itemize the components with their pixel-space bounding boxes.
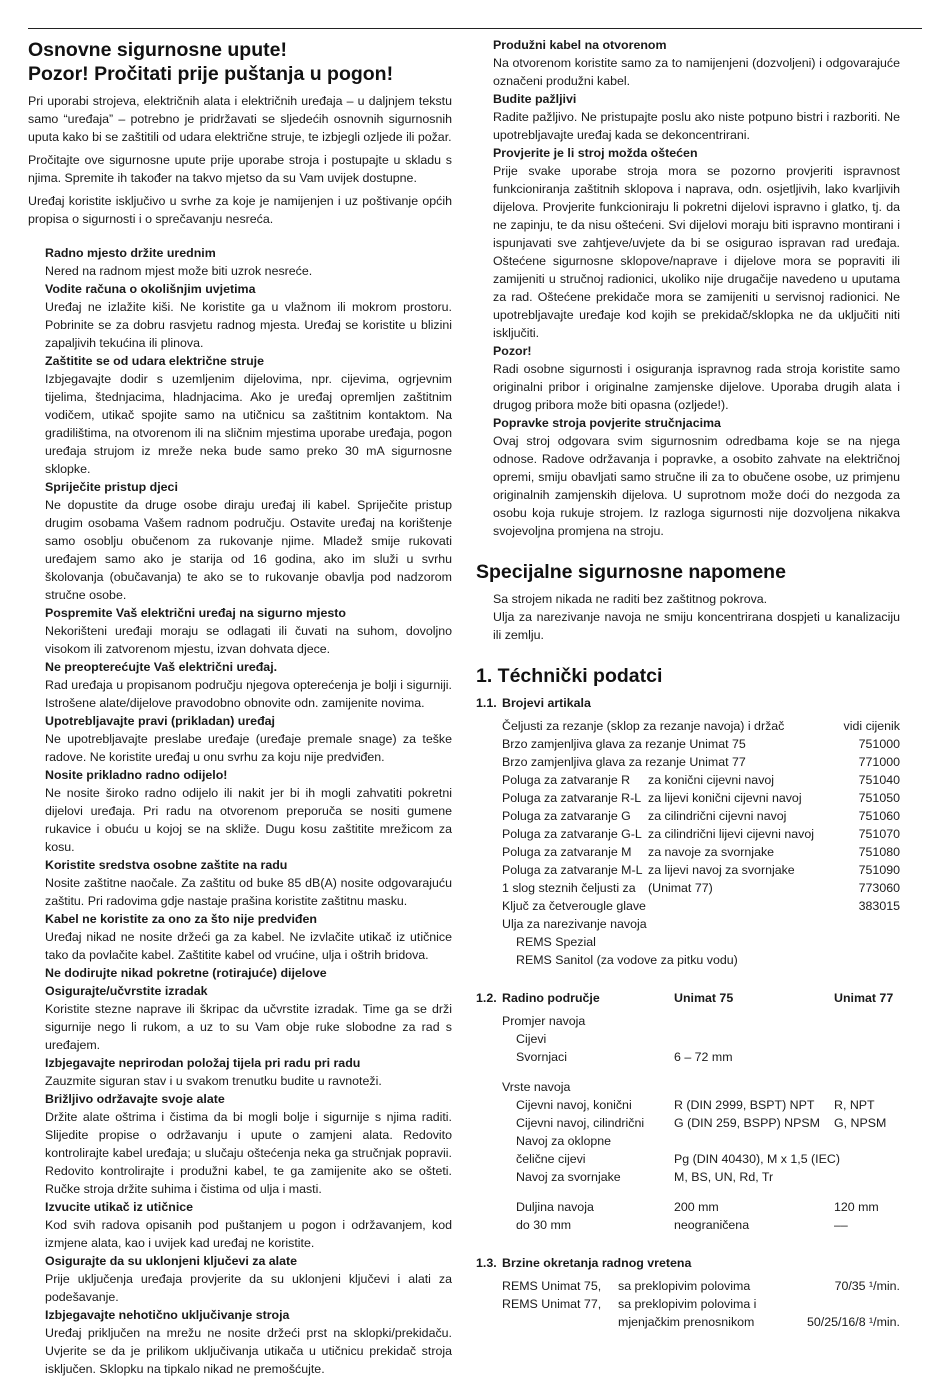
range-label: Cijevi — [516, 1032, 547, 1046]
length-row-cell: Duljina navoja — [516, 1200, 594, 1214]
article-row-cell: Poluga za zatvaranje M-L — [502, 863, 643, 877]
article-row-cell: 751090 — [858, 863, 900, 877]
oil-item: REMS Spezial — [516, 935, 596, 949]
articles-table — [476, 717, 900, 915]
length-row-cell: 120 mm — [834, 1200, 879, 1214]
speed-row-cell: mjenjačkim prenosnikom — [618, 1315, 755, 1329]
thread-row-cell: Navoj za svornjake — [516, 1170, 621, 1184]
item-text: Koristite stezne naprave ili škripac da učvrstite izradak. Time ga se drži sigurnije nego li rukom, a uz to su Vam obje ruke slobodne za rad s urеđajem. — [45, 1002, 452, 1052]
range-value: 6 – 72 mm — [674, 1050, 733, 1064]
speed-row-cell: REMS Unimat 77, — [502, 1297, 602, 1311]
article-row-cell: Poluga za zatvaranje M — [502, 845, 632, 859]
thread-row-cell: Cijevni navoj, cilindrični — [516, 1116, 645, 1130]
speed-row-cell: 50/25/16/8 ¹/min. — [807, 1315, 900, 1329]
article-row-cell: za cilindrični cijevni navoj — [648, 809, 787, 823]
speed-row-cell: 70/35 ¹/min. — [834, 1279, 900, 1293]
article-row-cell: 751050 — [858, 791, 900, 805]
item-text: Nered na radnom mjest može biti uzrok nesreće. — [45, 264, 313, 278]
item-text: Radite pažljivo. Ne pristupajte poslu ako niste potpuno bistri i razboriti. Ne upotrebljavajte uređaj kada se dekoncentrirani. — [493, 110, 900, 142]
item-heading: Osigurajte/učvrstite izradak — [45, 984, 208, 998]
speed-row — [476, 1313, 900, 1331]
item-heading: Osigurajte da su uklonjeni ključevi za alate — [45, 1254, 298, 1268]
safety-items — [476, 36, 900, 540]
item-text: Prije uključenja uređaja provjerite da su uklonjeni ključevi i alati za podešavanje. — [45, 1272, 452, 1304]
article-row — [476, 843, 900, 861]
thread-row — [476, 1150, 900, 1168]
safety-title: Osnovne sigurnosne upute! Pozor! Pročitati prije puštanja u pogon! — [28, 39, 394, 85]
article-row-cell: (Unimat 77) — [648, 881, 713, 895]
section-heading: 1.2. Radino područje Unimat 75 Unimat 77 — [476, 991, 894, 1005]
item-text: Uređaj ne izlažite kiši. Ne koristite ga u vlažnom ili mokrom prostoru. Pobrinite se za dobru rasvjetu radnog mjesta. Uređaj se koristite u blizini zapaljivih tekućina ili plinova. — [45, 300, 452, 350]
speed-row-cell: sa preklopivim polovima — [618, 1279, 751, 1293]
tech-title: 1. Téchnički podatci — [476, 665, 663, 687]
special-note: Sa strojem nikada ne raditi bez zaštitnog pokrova. — [493, 592, 768, 606]
article-row — [476, 771, 900, 789]
range-label: Vrste navoja — [502, 1080, 571, 1094]
item-text: Prije svake uporabe stroja mora se pozorno provjeriti ispravnost funkcioniranja zaštitnih sklopova i naprava, odn. osjetljivih, lako kvarljivih dijelova. Provjerite funkcioniraju li pokretni dijelovi ispravno i glatko, tj. da ne zapinju, te da nisu oštećeni. Svi dijelovi moraju biti ispravno montirani i ispunjavati sve zahtjeve/uvjete da bi se osigurao ispravan rad uređaja. Oštećene sigurnosne sklopove/naprave i dijelove mora se popraviti ili zamijeniti u stručnoj radionici, ukoliko nije drugačije navedeno u uputama za rad. Oštećene prekidače mora se zamijeniti u servisnoj radionici. Ne upotrebljavajte uređaje kod kojih se prekidač/sklopka ne da uključiti niti isključiti. — [493, 164, 900, 340]
item-text: Ne upotrebljavajte preslabe uređaje (uređaje premale snage) za teške radove. Ne koristite uređaj u onu svrhu za koju nije predviđen. — [45, 732, 452, 764]
item-text: Držite alate oštrima i čistima da bi mogli bolje i sigurnije s njima raditi. Slijedite propise o održavanju i upute o zamjeni alata. Redovito kontrolirajte kabel uređaja; u slučaju oštećenja neka ga stručnjak popravii. Redovito kontrolirajte i produžni kabel, te ga zamijenite ako se ošteti. Ručke stroja držite suhima i čistima od ulja i masti. — [45, 1110, 452, 1196]
thread-row — [476, 1132, 900, 1150]
article-row-cell: Brzo zamjenljiva glava za rezanje Unimat 77 — [502, 755, 746, 769]
thread-row-cell: R, NPT — [834, 1098, 875, 1112]
article-row — [476, 861, 900, 879]
length-row — [476, 1216, 900, 1234]
item-text: Nosite zaštitne naočale. Za zaštitu od buke 85 dB(A) nosite odgovarajuću zaštitu. Pri radovima gdje nastaje prašina koristite zaštitnu masku. — [45, 876, 452, 908]
item-heading: Upotrebljavajte pravi (prikladan) uređaj — [45, 714, 275, 728]
item-text: Nekorišteni uređaji moraju se odlagati ili čuvati na suhom, dovoljno visokom ili zatvorenom mjestu, izvan dohvata djece. — [45, 624, 452, 656]
article-row-cell: za lijevi navoj za svornjake — [648, 863, 795, 877]
article-row — [476, 879, 900, 897]
right-column — [476, 36, 900, 1331]
item-heading: Radno mjesto držite urednim — [45, 246, 216, 260]
thread-row — [476, 1114, 900, 1132]
oil-item: REMS Sanitol (za vodove za pitku vodu) — [516, 953, 738, 967]
length-row-cell: neograničena — [674, 1218, 750, 1232]
thread-row-cell: čelične cijevi — [516, 1152, 586, 1166]
item-heading: Pospremite Vaš električni uređaj na sigurno mjesto — [45, 606, 346, 620]
article-row-cell: 1 slog steznih čeljusti za — [502, 881, 636, 895]
article-row-cell: 771000 — [858, 755, 900, 769]
item-heading: Produžni kabel na otvorenom — [493, 38, 667, 52]
item-text: Uređaj priključen na mrežu ne nosite držeći prst na sklopki/prekidaču. Uvjerite se da je prilikom uključivanja utikača u utičnicu prekidač stroja isključen. Sklopku na tipkalo nikad ne premošćujte. — [45, 1326, 452, 1376]
article-row-cell: za konični cijevni navoj — [648, 773, 775, 787]
item-heading: Izbjegavajte nehotično uključivanje stroja — [45, 1308, 290, 1322]
article-row-cell: 383015 — [858, 899, 900, 913]
item-heading: Budite pažljivi — [493, 92, 577, 106]
length-row-cell: 200 mm — [674, 1200, 719, 1214]
article-row — [476, 789, 900, 807]
article-row-cell: 751000 — [858, 737, 900, 751]
item-heading: Provjerite je li stroj možda oštećen — [493, 146, 698, 160]
oils-label: Ulja za narezivanje navoja — [502, 917, 647, 931]
article-row-cell: Poluga za zatvaranje R-L — [502, 791, 642, 805]
item-heading: Vodite računa o okolišnjim uvjetima — [45, 282, 256, 296]
article-row-cell: 751040 — [858, 773, 900, 787]
intro-paragraph: Pročitajte ove sigurnosne upute prije uporabe stroja i postupajte u skladu s njima. Spremite ih također na takvo mjetso da su Vam uvijek dostupne. — [28, 153, 452, 185]
special-title: Specijalne sigurnosne napomene — [476, 561, 786, 583]
thread-row — [476, 1168, 900, 1186]
speed-row-cell: sa preklopivim polovima i — [618, 1297, 757, 1311]
length-row-cell: do 30 mm — [516, 1218, 572, 1232]
thread-row-cell: R (DIN 2999, BSPT) NPT — [674, 1098, 815, 1112]
item-heading: Kabel ne koristite za ono za što nije predviđen — [45, 912, 317, 926]
article-row-cell: za lijevi konični cijevni navoj — [648, 791, 802, 805]
item-heading: Brižljivo održavajte svoje alate — [45, 1092, 225, 1106]
range-label: Svornjaci — [516, 1050, 567, 1064]
item-text: Kod svih radova opisanih pod puštanjem u pogon i održavanjem, kod izmjene alata, kao i uvijek kad uređaj ne koristite. — [45, 1218, 452, 1250]
article-row — [476, 897, 900, 915]
item-heading: Zaštitite se od udara električne struje — [45, 354, 264, 368]
article-row-cell: 773060 — [858, 881, 900, 895]
top-rule — [28, 28, 922, 29]
special-note: Ulja za narezivanje navoja ne smiju koncentrirana dospjeti u kanalizaciju ili zemlju. — [493, 610, 900, 642]
article-row-cell: vidi cijenik — [843, 719, 900, 733]
item-text: Ne nosite široko radno odijelo ili nakit jer bi ih mogli zahvatiti pokretni dijelovi uređaja. Pri radu na otvorenom preporuča se nositi gumene rukavice i obuću u kojoj se na skliže. Dugu kosu zaštitite mrežicom za kosu. — [45, 786, 452, 854]
item-heading: Spriječite pristup djeci — [45, 480, 178, 494]
section-heading: 1.3. Brzine okretanja radnog vretena — [476, 1256, 692, 1270]
article-row-cell: 751070 — [858, 827, 900, 841]
length-row — [476, 1198, 900, 1216]
item-heading: Izvucite utikač iz utičnice — [45, 1200, 194, 1214]
article-row — [476, 735, 900, 753]
article-row-cell: Čeljusti za rezanje (sklop za rezanje navoja) i držač — [502, 719, 785, 733]
article-row-cell: za cilindrični lijevi cijevni navoj — [648, 827, 814, 841]
item-text: Na otvorenom koristite samo za to namijenjeni (dozvoljeni) i odgovarajuće označeni produžni kabel. — [493, 56, 900, 88]
item-text: Ne dopustite da druge osobe diraju uređaj ili kabel. Spriječite pristup drugim osobama Vašem radnom području. Ostavite uređaj na korištenje samo osoblju obučenom za rukovanje njime. Mladež smije rukovati uređajem samo ako je starija od 16 godina, ako im služi u svrhu školovanja (obučavanja) te ako se to rukovanje obavlja pod nadzorom stručne osobe. — [45, 498, 452, 602]
item-text: Uređaj nikad ne nosite držeći ga za kabel. Ne izvlačite utikač iz utičnice tako da povlačite kabel. Zaštitite kabel od vrućine, ulja i oštrih bridova. — [45, 930, 452, 962]
item-text: Ovaj stroj odgovara svim sigurnosnim odredbama koje se na njega odnose. Radove održavanja i popravke, a osobito zahvate na električnoj opremi, smiju obavljati samo stručne ili za to obučene osobe, uz primjenu originalnih zamjenskih dijelova. U suprotnom može doći do nezgoda za osobu koja rukuje strojem. Iz razloga sigurnosti nije dozvoljena nikakva svojevoljna promjena na stroju. — [493, 434, 900, 538]
article-row-cell: Poluga za zatvaranje R — [502, 773, 631, 787]
thread-row-cell: M, BS, UN, Rd, Tr — [674, 1170, 774, 1184]
article-row — [476, 825, 900, 843]
thread-row — [476, 1096, 900, 1114]
speed-row — [476, 1277, 900, 1295]
item-text: Rad uređaja u propisanom području njegova opterećenja je bolji i sigurniji. Istrošene alate/dijelove pravodobno obnovite odn. zamijenite novima. — [45, 678, 452, 710]
article-row-cell: 751080 — [858, 845, 900, 859]
item-heading: Ne dodirujte nikad pokretne (rotirajuće) dijelove — [45, 966, 327, 980]
thread-row-cell: G (DIN 259, BSPP) NPSM — [674, 1116, 820, 1130]
intro-paragraph: Pri uporabi strojeva, električnih alata i električnih uređaja – u daljnjem tekstu samo “uređaja” – potrebno je pridržavati se sljedećih osnovnih sigurnosnih uputa kako bi se zaštitili od udara električne struje, te izbjegli ozljede ili požar. — [28, 94, 452, 144]
item-heading: Koristite sredstva osobne zaštite na radu — [45, 858, 288, 872]
section-heading: 1.1. Brojevi artikala — [476, 696, 591, 710]
thread-row-cell: Pg (DIN 40430), M x 1,5 (IEC) — [674, 1152, 840, 1166]
thread-row-cell: Cijevni navoj, konični — [516, 1098, 632, 1112]
intro-paragraph: Uređaj koristite isključivo u svrhe za koje je namijenjen i uz poštivanje općih propisa o sigurnosti i o sprečavanju nesreća. — [28, 194, 452, 226]
article-row-cell: Ključ za četverougle glave — [502, 899, 646, 913]
item-heading: Popravke stroja povjerite stručnjacima — [493, 416, 721, 430]
thread-row-cell: Navoj za oklopne — [516, 1134, 612, 1148]
speed-row — [476, 1295, 900, 1313]
item-heading: Pozor! — [493, 344, 532, 358]
article-row-cell: 751060 — [858, 809, 900, 823]
safety-items — [28, 244, 452, 1378]
speeds-table — [476, 1277, 900, 1331]
range-label: Promjer navoja — [502, 1014, 586, 1028]
item-text: Zauzmite siguran stav i u svakom trenutku budite u ravnoteži. — [45, 1074, 382, 1088]
thread-row-cell: G, NPSM — [834, 1116, 887, 1130]
item-heading: Izbjegavajte neprirodan položaj tijela pri radu pri radu — [45, 1056, 361, 1070]
item-heading: Ne preopterećujte Vaš električni uređaj. — [45, 660, 278, 674]
article-row — [476, 753, 900, 771]
article-row-cell: Poluga za zatvaranje G-L — [502, 827, 642, 841]
article-row — [476, 807, 900, 825]
length-row-cell: –– — [834, 1218, 848, 1232]
article-row-cell: Poluga za zatvaranje G — [502, 809, 631, 823]
item-heading: Nosite prikladno radno odijelo! — [45, 768, 228, 782]
speed-row-cell: REMS Unimat 75, — [502, 1279, 602, 1293]
range-section — [476, 989, 900, 1234]
article-row — [476, 717, 900, 735]
left-column — [28, 36, 452, 1378]
oils-block — [476, 915, 900, 969]
item-text: Izbjegavajte dodir s uzemljenim dijelovima, npr. cijevima, ogrjevnim tijelima, štednjacima, hladnjacima. Ako je uređaj opremljen zaštitnim vodičem, utikač spojite samo na utičnicu sa zaštitnim kontaktom. Na gradilištima, na otvorenom ili na sličnim mjestima uporabe uređaja, pogon uređaja strujom iz mreže neka bude samo preko 30 mA sigurnosne sklopke. — [45, 372, 452, 476]
item-text: Radi osobne sigurnosti i osiguranja ispravnog rada stroja koristite samo originalni pribor i originalne zamjenske dijelove. Uporaba drugih alata i drugog pribora može biti opasna (ozljede!). — [493, 362, 900, 412]
article-row-cell: za navoje za svornjake — [648, 845, 775, 859]
article-row-cell: Brzo zamjenljiva glava za rezanje Unimat 75 — [502, 737, 746, 751]
